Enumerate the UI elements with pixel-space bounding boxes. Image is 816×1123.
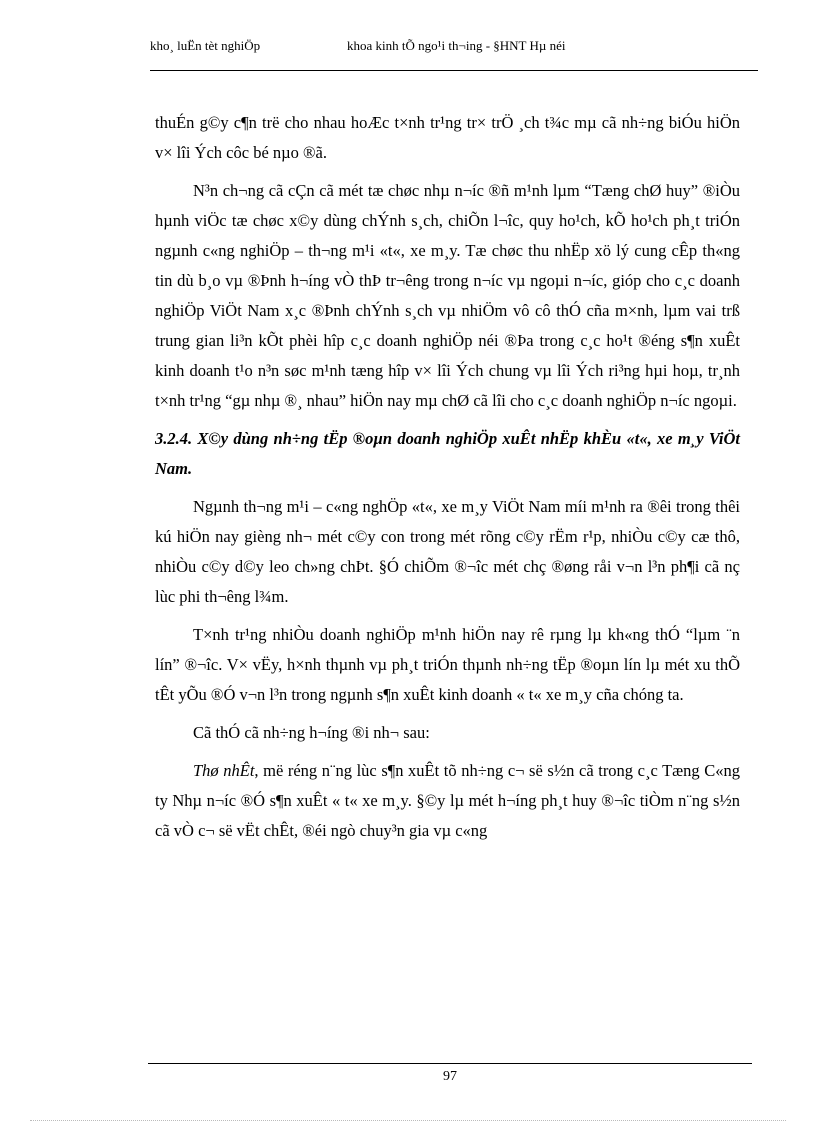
first-direction-text: , më réng n¨ng lùc s¶n xuÊt tõ nh÷ng c¬ së s½n cã trong c¸c Tæng C«ng ty Nhµ n¬íc ®Ó s¶n xuÊt « t« xe m¸y. §©y lµ mét h¬íng ph¸t huy ®¬îc tiÒm n¨ng s½n cã vÒ c¬ së vËt chÊt, ®éi ngò chuy³n gia vµ c«ng xyxy=(155,761,740,840)
page-body xyxy=(155,108,740,846)
paragraph-directions-intro: Cã thÓ cã nh÷ng h¬íng ®i nh¬ sau: xyxy=(193,723,430,742)
first-direction-label: Thø nhÊt xyxy=(193,761,255,780)
page-number: 97 xyxy=(443,1069,457,1084)
section-heading: 3.2.4. X©y dùng nh÷ng tËp ®oµn doanh nghiÖp xuÊt nhËp khÈu «t«, xe m¸y ViÖt Nam. xyxy=(155,429,740,478)
footer-divider xyxy=(148,1063,752,1064)
paragraph-state-organization: N³n ch¬ng cã cÇn cã mét tæ chøc nhµ n¬íc ®ñ m¹nh lµm “Tæng chØ huy” ®iÒu hµnh viÖc tæ chøc x©y dùng chÝnh s¸ch, chiÕn l¬îc, quy ho¹ch, kÕ ho¹ch ph¸t triÓn ngµnh c«ng nghiÖp – th¬ng m¹i «t«, xe m¸y. Tæ chøc thu nhËp xö lý cung cÊp th«ng tin dù b¸o vµ ®Þnh h¬íng vÒ thÞ tr¬êng trong n¬íc vµ ngoµi n¬íc, gióp cho c¸c doanh nghiÖp ViÖt Nam x¸c ®Þnh chÝnh s¸ch vµ nhiÖm vô cô thÓ cña m×nh, lµm vai trß trung gian li³n kÕt phèi hîp c¸c doanh nghiÖp néi ®Þa trong c¸c ho¹t ®éng s¶n xuÊt kinh doanh t¹o n³n søc m¹nh tæng hîp v× lîi Ých chung vµ lîi Ých ri³ng hµi hoµ, tr¸nh t×nh tr¹ng “gµ nhµ ®¸ nhau” hiÖn nay mµ chØ cã lîi cho c¸c doanh nghiÖp n¬íc ngoµi. xyxy=(155,181,740,410)
paragraph-continuation: thuÉn g©y c¶n trë cho nhau hoÆc t×nh tr¹ng tr× trÖ ¸ch t¾c mµ cã nh÷ng biÓu hiÖn v× lîi Ých côc bé nµo ®ã. xyxy=(155,113,740,162)
paragraph-industry-analogy: Ngµnh th¬ng m¹i – c«ng nghÖp «t«, xe m¸y ViÖt Nam míi m¹nh ra ®êi trong thêi kú hiÖn nay gièng nh¬ mét c©y con trong mét rõng c©y rËm r¹p, nhiÒu c©y cæ thô, nhiÒu c©y d©y leo ch»ng chÞt. §Ó chiÕm ®¬îc mét chç ®øng råi v¬n l³n ph¶i cã nç lùc phi th¬êng l¾m. xyxy=(155,497,740,606)
header-divider xyxy=(150,70,758,71)
header-thesis-title: kho¸ luËn tèt nghiÖp xyxy=(150,38,261,53)
paragraph-first-direction xyxy=(155,756,740,846)
page-header xyxy=(150,38,758,58)
paragraph-corporate-groups: T×nh tr¹ng nhiÒu doanh nghiÖp m¹nh hiÖn nay rê rµng lµ kh«ng thÓ “lµm ¨n lín” ®¬îc. V× vËy, h×nh thµnh vµ ph¸t triÓn thµnh nh÷ng tËp ®oµn lín lµ mét xu thÕ tÊt yÕu ®Ó v¬n l³n trong ngµnh s¶n xuÊt kinh doanh « t« xe m¸y cña chóng ta. xyxy=(155,625,740,704)
page-bottom-border xyxy=(30,1120,786,1121)
header-faculty-name: khoa kinh tÕ ngo¹i th¬ing - §HNT Hµ néi xyxy=(347,38,566,53)
